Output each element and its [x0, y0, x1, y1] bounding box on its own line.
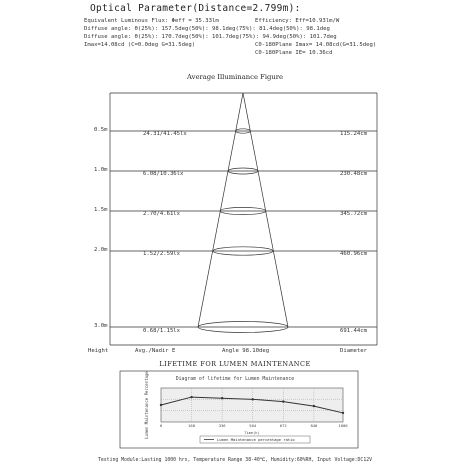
lifetime-data-point — [252, 398, 254, 400]
lifetime-data-point — [160, 404, 162, 406]
footer-angle-label: Angle 98.10deg — [222, 348, 270, 354]
figure-title: Average Illuminance Figure — [186, 73, 284, 81]
param-line-2: Diffuse angle: θ(25%): 157.5deg(50%): 98.1deg(75%): 81.4deg(50%): 98.1deg — [84, 26, 330, 32]
illuminance-label-2: 6.08/10.36lx — [143, 171, 184, 177]
diameter-label-5: 691.44cm — [340, 328, 367, 334]
lifetime-data-point — [342, 412, 344, 414]
illuminance-label-1: 24.31/41.45lx — [143, 131, 187, 137]
diameter-label-2: 230.48cm — [340, 171, 367, 177]
lifetime-x-tick-label: 1000 — [338, 423, 348, 428]
lifetime-y-label: Lumen Maintenance Percentage — [144, 371, 149, 439]
lifetime-x-tick-label: 672 — [279, 423, 287, 428]
footer-avg-label: Avg./Nadir E — [135, 348, 176, 354]
page-title: Optical Parameter(Distance=2.799m): — [90, 3, 301, 14]
illuminance-label-3: 2.70/4.61lx — [143, 211, 181, 217]
height-label-3: 1.5m — [94, 207, 108, 213]
lifetime-x-tick-label: 504 — [249, 423, 257, 428]
height-label-5: 3.0m — [94, 323, 108, 329]
param-line-1b: Efficiency: Eff=10.93lm/W — [255, 18, 340, 24]
diameter-label-3: 345.72cm — [340, 211, 367, 217]
param-line-4a: Imax=14.08cd (C=0.0deg G=31.5deg) — [84, 42, 196, 48]
lifetime-x-tick-label: 168 — [188, 423, 196, 428]
height-label-1: 0.5m — [94, 127, 108, 133]
lifetime-title: LIFETIME FOR LUMEN MAINTENANCE — [159, 360, 311, 368]
diameter-label-1: 115.24cm — [340, 131, 367, 137]
lifetime-subtitle: Diagram of lifetime for Lumen Maintenance — [175, 377, 295, 382]
param-line-5b: C0-180Plane IE= 10.36cd — [255, 50, 333, 56]
lifetime-x-ticks — [160, 423, 348, 428]
param-line-3: Diffuse angle: θ(25%): 170.7deg(50%): 101.7deg(75%): 94.9deg(50%): 101.7deg — [84, 34, 337, 40]
param-line-4b: C0-180Plane Imax= 14.08cd(G=31.5deg) — [255, 42, 377, 48]
lifetime-data-point — [190, 396, 192, 398]
illuminance-label-4: 1.52/2.59lx — [143, 251, 181, 257]
lifetime-x-tick-label: 0 — [159, 423, 163, 428]
param-line-1a: Equivalent Luminous Flux: Φeff = 35.33lm — [84, 18, 219, 24]
illuminance-label-5: 0.68/1.15lx — [143, 328, 181, 334]
lifetime-x-tick-label: 840 — [310, 423, 318, 428]
lifetime-data-point — [282, 400, 284, 402]
lifetime-x-unit: Time(h) — [244, 431, 260, 435]
diameter-label-4: 460.96cm — [340, 251, 367, 257]
footer-diameter-label: Diameter — [340, 348, 367, 354]
lifetime-plot-area — [161, 388, 343, 422]
height-label-4: 2.0m — [94, 247, 108, 253]
lifetime-data-point — [313, 405, 315, 407]
footer-height-label: Height — [88, 348, 109, 354]
lifetime-legend-label: Lumen Maintenance percentage ratio — [217, 437, 295, 442]
lifetime-data-point — [221, 397, 223, 399]
testing-footer: Testing Module:Lasting 1000 hrs, Temperature Range 38-40℃, Humidity:60%RH, Input Voltage:DC12V — [98, 458, 372, 463]
height-label-2: 1.0m — [94, 167, 108, 173]
lifetime-x-tick-label: 336 — [218, 423, 226, 428]
